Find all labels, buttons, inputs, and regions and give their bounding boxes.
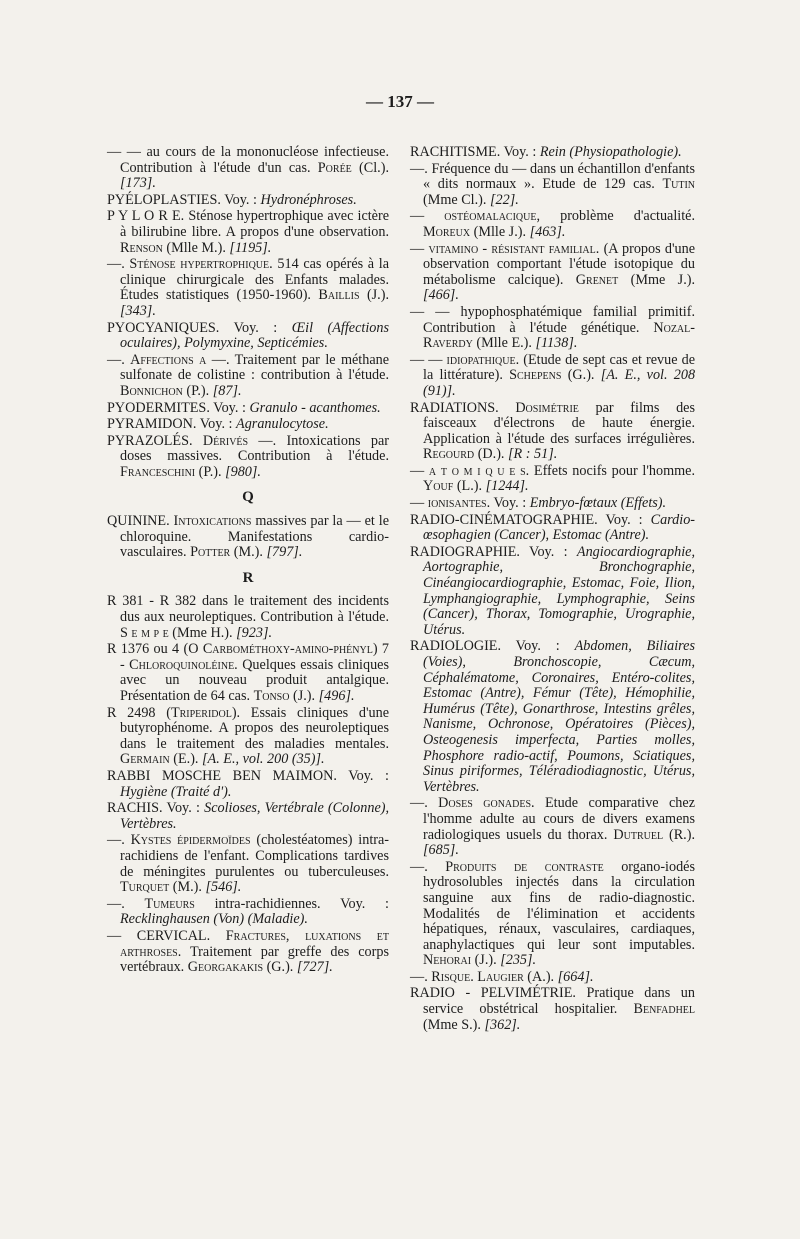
index-entry — [410, 162, 695, 209]
entry-subheading: Tumeurs — [144, 895, 195, 912]
entry-heading: —. — [410, 795, 428, 812]
citation-ref: [235]. — [500, 952, 537, 969]
entry-text: 514 cas opérés à la clinique chirurgicale des Enfants malades. Études statistiques (1950-1960). — [120, 256, 390, 304]
entry-text: Etude comparative chez l'homme adulte au cours de divers examens radiologiques usuels du thorax. — [423, 795, 695, 843]
index-entry — [107, 321, 389, 352]
citation-ref: [362]. — [484, 1016, 521, 1033]
index-entry — [107, 642, 389, 704]
entry-text: Voy. : — [224, 191, 257, 208]
author-initials: (Cl.). — [359, 159, 389, 176]
index-entry — [107, 434, 389, 481]
index-entry — [410, 796, 695, 858]
entry-text: Traitement par le méthane sulfonate de colistine : contribution à l'étude. — [120, 351, 390, 384]
citation-ref: [R : 51]. — [508, 446, 558, 463]
citation-ref: [463]. — [529, 223, 566, 240]
author-initials: (Mlle J.). — [473, 223, 527, 240]
entry-subheading: Dosimétrie — [515, 399, 579, 416]
citation-ref: [A. E., vol. 208 (91)]. — [423, 367, 696, 399]
citation-ref: [664]. — [557, 968, 594, 985]
author-name: Porée — [317, 159, 352, 176]
author-initials: (R.). — [668, 826, 695, 843]
entry-text: hypophosphatémique familial primitif. Contribution à l'étude génétique. — [423, 303, 695, 336]
index-entry — [107, 401, 389, 417]
entry-heading: RADIO-CINÉMATOGRAPHIE. — [410, 511, 598, 528]
entry-heading: — — [410, 240, 425, 257]
entry-text: Effets nocifs pour l'homme. — [533, 462, 696, 479]
author-name: Germain — [120, 751, 170, 768]
author-name: S e m p e — [120, 624, 169, 641]
index-entry — [107, 353, 389, 400]
author-name: Grenet — [575, 271, 619, 288]
author-name: Schepens — [509, 367, 562, 384]
entry-text: Voy. : — [166, 800, 200, 817]
entry-heading: PYRAZOLÉS. — [107, 432, 193, 449]
index-entry — [107, 193, 389, 209]
entry-text: Voy. : — [199, 416, 233, 433]
entry-heading: — CERVICAL. — [107, 927, 211, 944]
entry-text: organo-iodés hydrosolubles injectés dans la circulation sanguine aux fins de radio-diagnostic. Modalités de l'élimination et accidents hépatiques, rénaux, vasculaires, cardiaques, anaphylactiques qui leur sont imputables. — [423, 858, 695, 953]
index-entry — [107, 514, 389, 561]
citation-ref: [685]. — [423, 842, 459, 859]
author-initials: (Mme S.). — [423, 1016, 481, 1033]
index-entry — [410, 496, 695, 512]
entry-heading: RABBI MOSCHE BEN MAIMON. — [107, 767, 337, 784]
section-letter: R — [242, 569, 254, 586]
index-entry — [410, 401, 695, 463]
index-entry — [107, 594, 389, 641]
author-initials: (Mme Cl.). — [423, 191, 487, 208]
entry-heading: R 2498 — [107, 704, 156, 721]
author-initials: (G.). — [266, 959, 294, 976]
entry-heading: —. — [107, 895, 125, 912]
index-entry — [410, 145, 695, 161]
author-name: Youf — [423, 478, 454, 495]
left-column — [107, 145, 389, 977]
entry-subheading: idiopathique. — [446, 351, 520, 368]
index-entry — [410, 305, 695, 352]
author-name: Moreux — [423, 223, 471, 240]
index-entry — [107, 897, 389, 928]
citation-ref: [546]. — [205, 879, 242, 896]
author-name: Renson — [120, 239, 163, 256]
index-entry — [410, 639, 695, 795]
author-name: Potter — [190, 544, 231, 561]
author-name: Franceschini — [120, 463, 196, 480]
page-number: — 137 — — [366, 92, 434, 111]
entry-text: Pratique dans un service obstétrical hospitalier. — [423, 985, 695, 1018]
entry-text: Fréquence du — dans un échantillon d'enfants « dits normaux ». Etude de 129 cas. — [423, 160, 696, 193]
entry-heading: — — [410, 462, 425, 479]
author-initials: (L.). — [456, 478, 483, 495]
entry-text: Voy. : — [213, 399, 246, 416]
entry-subheading: Dérivés —. — [202, 432, 277, 449]
entry-text: Quelques essais cliniques avec un nouveau produit antalgique. Présentation de 64 cas. — [120, 656, 389, 704]
entry-heading: QUININE. — [107, 513, 170, 530]
author-initials: (A.). — [527, 968, 555, 985]
author-name: Nozal-Raverdy — [423, 319, 695, 352]
author-name: Regourd — [423, 446, 475, 463]
entry-subheading: (Triperidol). — [166, 704, 241, 721]
citation-ref: [A. E., vol. 200 (35)]. — [202, 751, 325, 768]
index-entry — [410, 209, 695, 240]
author-initials: (P.). — [186, 382, 210, 399]
citation-ref: [87]. — [212, 382, 242, 399]
see-reference: Granulo - acanthomes. — [249, 399, 381, 416]
entry-heading: — — — [107, 144, 141, 160]
entry-text: (cholestéatomes) intra-rachidiens de l'enfant. Complications tardives de méningites purulentes ou tuberculeuses. — [120, 832, 390, 880]
author-initials: (M.). — [172, 879, 202, 896]
entry-heading: RADIATIONS. — [410, 399, 499, 416]
index-entry — [107, 145, 389, 192]
author-name: Nehorai — [423, 952, 472, 969]
entry-subheading: ostéomalacique, — [444, 208, 541, 225]
index-entry — [107, 209, 389, 256]
entry-subheading: Kystes épidermoïdes — [130, 832, 251, 849]
citation-ref: [22]. — [490, 191, 519, 208]
index-entry — [410, 970, 695, 986]
entry-text: Voy. : — [503, 144, 537, 160]
entry-text: Intoxications par doses massives. Contribution à l'étude. — [120, 432, 390, 465]
author-name: Benfadhel — [633, 1001, 696, 1018]
entry-text: au cours de la mononucléose infectieuse. Contribution à l'étude d'un cas. — [120, 144, 389, 176]
entry-heading: —. — [410, 858, 428, 875]
entry-heading: PYOCYANIQUES. — [107, 319, 220, 336]
see-reference: Œil (Affections oculaires), Polymyxine, Septicémies. — [120, 319, 389, 352]
entry-subheading: a t o m i q u e s. — [428, 462, 530, 479]
entry-heading: — — [410, 495, 425, 512]
author-name: Bonnichon — [120, 382, 183, 399]
see-reference: Rein (Physiopathologie). — [539, 144, 682, 160]
author-initials: (D.). — [477, 446, 505, 463]
entry-text: Voy. : — [493, 495, 527, 512]
entry-heading: —. — [107, 832, 125, 849]
index-entry — [410, 545, 695, 639]
see-reference: Embryo-fœtaux (Effets). — [529, 495, 667, 512]
author-name: Dutruel — [613, 826, 664, 843]
right-column — [410, 145, 695, 1034]
entry-subheading: Intoxications — [173, 513, 252, 530]
entry-heading: RACHIS. — [107, 800, 163, 817]
entry-heading: —. — [410, 160, 428, 177]
author-initials: (E.). — [173, 751, 199, 768]
index-entry — [410, 860, 695, 969]
entry-text: Essais cliniques d'une butyrophénome. A propos des neuroleptiques dans le traitement des maladies mentales. — [120, 704, 389, 752]
entry-heading: R 1376 ou 4 — [107, 641, 180, 658]
entry-subheading: Sténose hypertrophique. — [129, 256, 273, 273]
see-reference: Agranulocytose. — [236, 416, 329, 433]
entry-text: problème d'actualité. — [560, 208, 696, 225]
entry-text: Voy. : — [233, 319, 278, 336]
entry-heading: — — — [410, 303, 450, 320]
entry-subheading: Risque. — [431, 968, 474, 985]
see-reference: Abdomen, Biliaires (Voies), Bronchoscopie, Cæcum, Céphalématome, Coronaires, Entéro-colites, Estomac (Antre), Fémur (Tête), Hémophilie, Humérus (Tête), Gonarthrose, Intestins grêles, Nanisme, Ochronose, Opératoires (Pièces), Osteogenesis imperfecta, Parties molles, Phosphore radio-actif, Poumons, Sciatiques, Sinus piriformes, Téléradiodiagnostic, Utérus, Vertèbres. — [423, 638, 695, 795]
entry-heading: RACHITISME. — [410, 144, 501, 160]
author-name: Turquet — [120, 879, 170, 896]
index-entry — [410, 353, 695, 400]
citation-ref: [797]. — [266, 544, 303, 561]
entry-heading: — — — [410, 351, 443, 368]
citation-ref: [466]. — [423, 287, 459, 304]
index-entry — [107, 929, 389, 976]
entry-subheading: Doses gonades. — [438, 795, 535, 812]
entry-heading: RADIOLOGIE. — [410, 638, 502, 655]
section-letter: Q — [242, 489, 254, 506]
entry-subheading: Produits de contraste — [445, 858, 604, 875]
index-entry — [410, 242, 695, 304]
index-entry — [107, 417, 389, 433]
entry-subheading: (O Carbométhoxy-amino-phényl) 7 - Chloroquinoléine. — [120, 641, 389, 673]
citation-ref: [1244]. — [485, 478, 529, 495]
author-name: Tonso — [253, 688, 290, 704]
entry-heading: — — [410, 208, 425, 225]
citation-ref: [1195]. — [229, 239, 272, 256]
entry-subheading: vitamino - résistant familial. — [428, 240, 600, 257]
index-entry — [410, 513, 695, 544]
entry-text: Voy. : — [348, 767, 389, 784]
author-initials: (Mlle E.). — [476, 335, 532, 352]
entry-heading: P Y L O R E. — [107, 208, 185, 225]
index-entry — [107, 257, 389, 319]
entry-text: Voy. : — [515, 638, 560, 655]
author-initials: (P.). — [198, 463, 222, 480]
index-entry — [107, 706, 389, 768]
entry-subheading: Fractures, luxations et arthroses. — [120, 927, 390, 960]
see-reference: Cardio-œsophagien (Cancer), Estomac (Antre). — [423, 511, 696, 544]
author-initials: (J.). — [474, 952, 497, 969]
see-reference: Hygiène (Traité d'). — [120, 783, 232, 800]
entry-text: dans le traitement des incidents dus aux neuroleptiques. Contribution à l'étude. — [120, 593, 389, 626]
index-entry — [107, 833, 389, 895]
citation-ref: [496]. — [318, 688, 355, 704]
index-entry — [410, 464, 695, 495]
index-entry — [107, 801, 389, 832]
entry-text: Traitement par greffe des corps vertébraux. — [120, 943, 389, 976]
entry-heading: RADIOGRAPHIE. — [410, 543, 520, 560]
author-initials: (G.). — [567, 367, 595, 384]
entry-text: (Etude de sept cas et revue de la littérature). — [423, 351, 695, 384]
entry-heading: RADIO - PELVIMÉTRIE. — [410, 985, 576, 1002]
entry-text: Voy. : — [605, 511, 643, 528]
citation-ref: [980]. — [225, 463, 261, 480]
author-initials: (Mme J.). — [630, 271, 696, 288]
index-entry — [410, 986, 695, 1033]
author-initials: (J.). — [293, 688, 316, 704]
entry-text: massives par la — et le chloroquine. Manifestations cardio-vasculaires. — [120, 513, 390, 561]
citation-ref: [727]. — [296, 959, 333, 976]
author-name: Laugier — [477, 968, 524, 985]
see-reference: Scolioses, Vertébrale (Colonne), Vertèbres. — [120, 800, 390, 832]
entry-heading: PYODERMITES. — [107, 399, 210, 416]
entry-heading: —. — [107, 351, 125, 368]
entry-text: intra-rachidiennes. Voy. : — [214, 895, 390, 912]
author-initials: (Mlle M.). — [166, 239, 226, 256]
author-name: Tutin — [662, 176, 696, 193]
entry-text: Sténose hypertrophique avec ictère à bilirubine libre. A propos d'une observation. — [120, 208, 389, 240]
citation-ref: [343]. — [120, 302, 156, 319]
author-initials: (M.). — [233, 544, 263, 561]
entry-text: (A propos d'une observation comportant l'étude isotopique du métabolisme calcique). — [423, 240, 696, 288]
entry-heading: PYRAMIDON. — [107, 416, 197, 433]
author-initials: (Mme H.). — [172, 624, 233, 641]
entry-subheading: ionisantes. — [427, 495, 491, 512]
entry-text: Voy. : — [529, 543, 568, 560]
author-initials: (J.). — [366, 287, 390, 304]
entry-text: par films des faisceaux d'électrons de haute énergie. Application à l'étude des surfaces irrégulières. — [423, 399, 695, 447]
citation-ref: [1138]. — [535, 335, 578, 352]
entry-subheading: Affections a —. — [130, 351, 230, 368]
citation-ref: [923]. — [236, 624, 273, 641]
see-reference: Recklinghausen (Von) (Maladie). — [120, 911, 308, 928]
citation-ref: [173]. — [120, 175, 156, 192]
entry-heading: R 381 - R 382 — [107, 593, 197, 610]
entry-heading: —. — [410, 968, 428, 985]
author-name: Georgakakis — [187, 959, 264, 976]
author-name: Baillis — [318, 287, 360, 304]
index-entry — [107, 769, 389, 800]
entry-heading: —. — [107, 256, 125, 273]
see-reference: Angiocardiographie, Aortographie, Bronchographie, Cinéangiocardiographie, Estomac, Foie, Ilion, Lymphangiographie, Lymphographie, Seins (Cancer), Thorax, Tomographie, Urographie, Utérus. — [423, 543, 695, 638]
see-reference: Hydronéphroses. — [260, 191, 357, 208]
entry-heading: PYÉLOPLASTIES. — [107, 191, 221, 208]
